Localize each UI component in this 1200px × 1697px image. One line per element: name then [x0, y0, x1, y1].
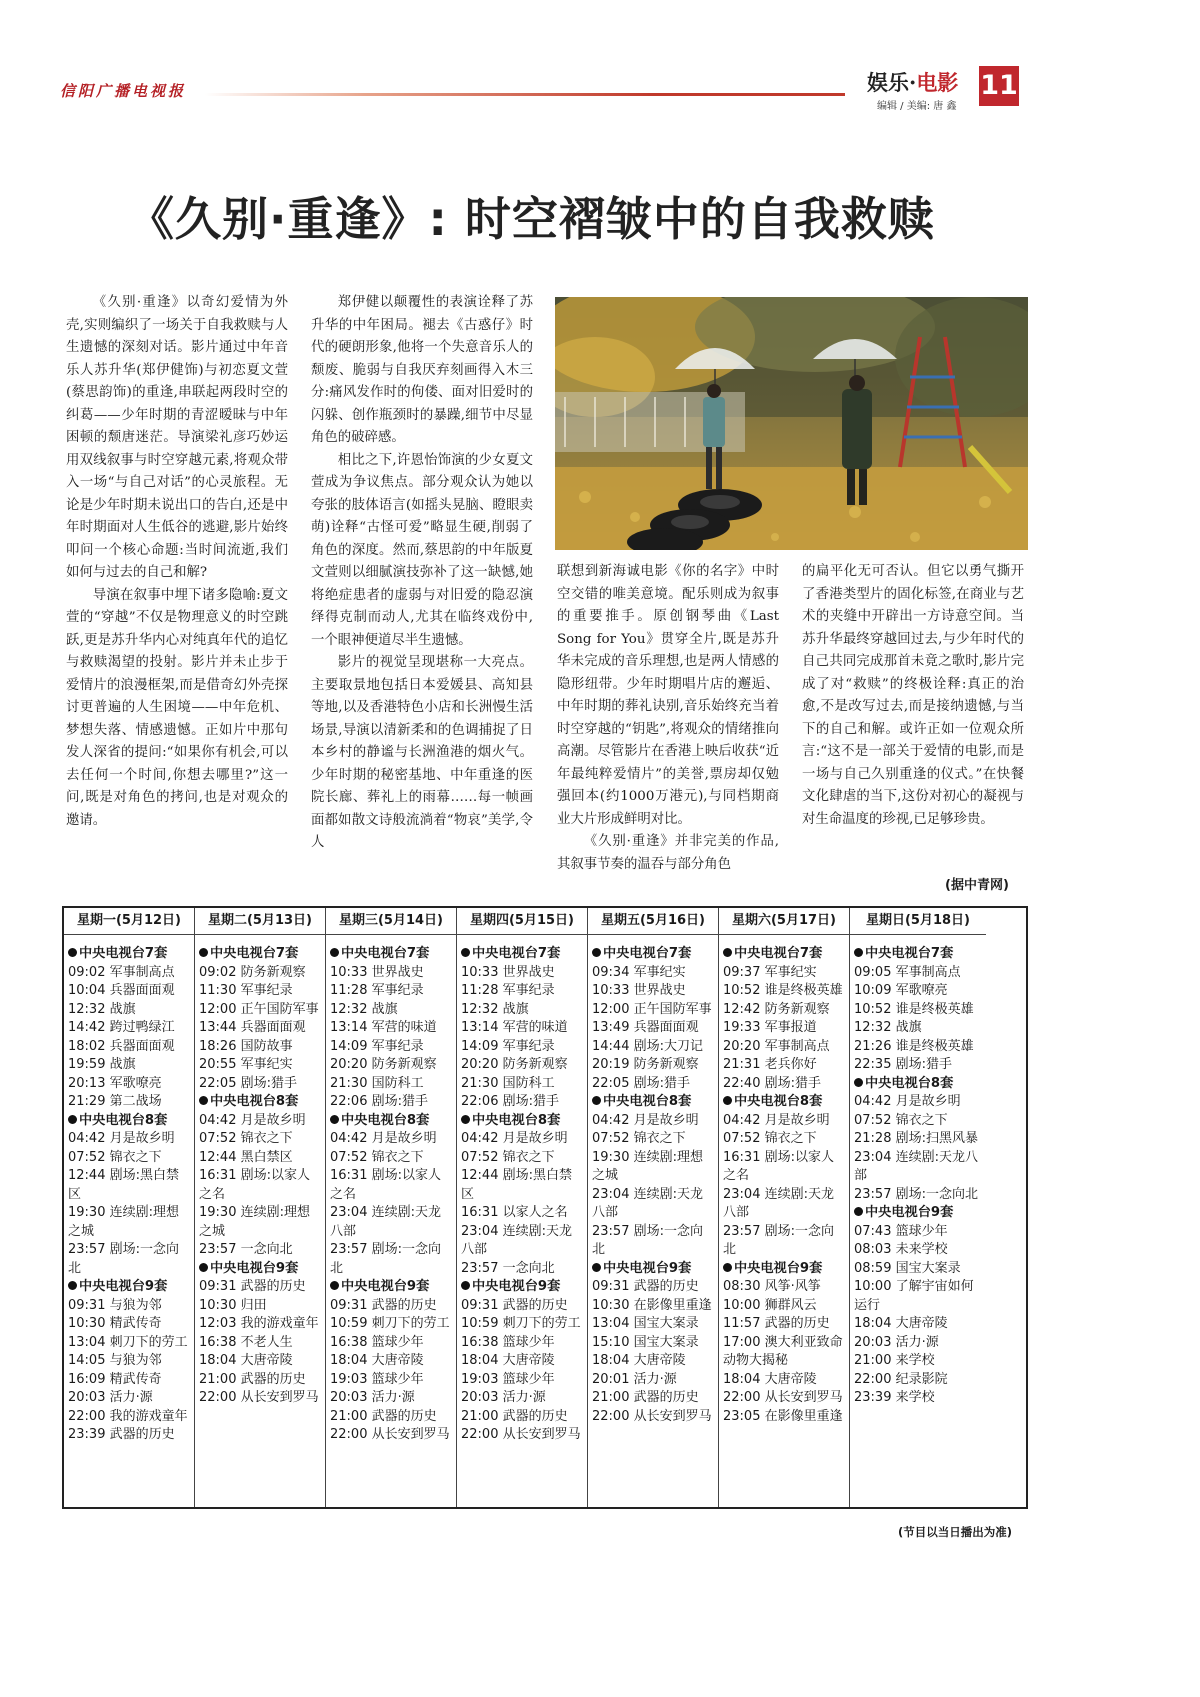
program-listing: 18:04 大唐帝陵	[330, 1353, 424, 1368]
program-listing: 22:35 剧场:猎手	[854, 1057, 952, 1072]
program-listing: 23:04 连续剧:天龙八部	[330, 1205, 441, 1239]
channel-name: 中央电视台7套	[341, 946, 430, 961]
program-listing: 16:31 剧场:以家人之名	[330, 1168, 441, 1202]
program-listing: 09:05 军事制高点	[854, 964, 961, 980]
bullet-icon	[68, 948, 77, 957]
paragraph: 《久别·重逢》以奇幻爱情为外壳,实则编织了一场关于自我救赎与人生遗憾的深刻对话。影片通过中年音乐人苏升华(郑伊健饰)与初恋夏文萱(蔡思韵饰)的重逢,串联起两段时空的纠葛——少年时期的青涩暧昧与中年困顿的颓唐迷茫。导演梁礼彦巧妙运用双线叙事与时空穿越元素,将观众带入一场“与自己对话”的心灵旅程。无论是少年时期未说出口的告白,还是中年时期面对人生低谷的逃避,影片始终叩问一个核心命题:当时间流逝,我们如何与过去的自己和解?	[66, 295, 288, 580]
program-listing: 16:38 篮球少年	[330, 1334, 424, 1350]
program-listing: 18:04 大唐帝陵	[592, 1353, 686, 1368]
program-listing: 23:57 剧场:一念向北	[330, 1242, 441, 1276]
schedule-day-header: 星期四(5月15日)	[457, 908, 587, 935]
program-listing: 10:00 了解宇宙如何运行	[854, 1279, 974, 1313]
program-listing: 07:52 锦衣之下	[854, 1112, 948, 1128]
program-listing: 19:03 篮球少年	[461, 1371, 555, 1387]
program-listing: 07:52 锦衣之下	[461, 1149, 555, 1165]
program-listing: 14:09 军事纪录	[330, 1038, 424, 1054]
program-listing: 20:03 活力·源	[854, 1334, 939, 1350]
channel-heading	[723, 945, 845, 964]
program-listing: 20:03 活力·源	[330, 1390, 415, 1405]
program-listing: 17:00 澳大利亚致命动物大揭秘	[723, 1334, 843, 1368]
channel-name: 中央电视台8套	[79, 1112, 168, 1128]
program-listing: 04:42 月是故乡明	[199, 1112, 306, 1128]
channel-name: 中央电视台7套	[865, 946, 954, 961]
section-title	[867, 67, 958, 97]
program-listing: 19:30 连续剧:理想之城	[68, 1205, 179, 1239]
program-listing: 04:42 月是故乡明	[723, 1112, 830, 1128]
program-listing: 04:42 月是故乡明	[592, 1112, 699, 1128]
editor-credit: 编辑 / 美编: 唐 鑫	[877, 101, 957, 112]
schedule-note: (节目以当日播出为准)	[898, 1525, 1013, 1539]
program-listing: 22:00 从长安到罗马	[199, 1390, 319, 1405]
program-listing: 12:44 剧场:黑白禁区	[461, 1168, 572, 1202]
channel-heading	[461, 1112, 583, 1131]
program-listing: 09:02 军事制高点	[68, 964, 175, 980]
program-listing: 14:44 剧场:大刀记	[592, 1038, 703, 1054]
schedule-day-column	[850, 908, 986, 1507]
channel-name: 中央电视台9套	[341, 1279, 430, 1294]
paragraph: 影片的视觉呈现堪称一大亮点。主要取景地包括日本爱媛县、高知县等地,以及香港特色小店和长洲慢生活场景,导演以清新柔和的色调捕捉了日本乡村的静谧与长洲渔港的烟火气。少年时期的秘密基地、中年重逢的医院长廊、葬礼上的雨幕……每一帧画面都如散文诗般流淌着“物哀”美学,令人	[311, 655, 533, 850]
schedule-day-column	[719, 908, 850, 1507]
schedule-day-body	[719, 935, 849, 1426]
program-listing: 21:31 老兵你好	[723, 1057, 817, 1072]
paragraph: 《久别·重逢》并非完美的作品,其叙事节奏的温吞与部分角色	[557, 834, 779, 872]
channel-name: 中央电视台7套	[210, 946, 299, 961]
program-listing: 18:02 兵器面面观	[68, 1038, 175, 1054]
program-listing: 21:26 谁是终极英雄	[854, 1038, 974, 1054]
program-listing: 23:57 一念向北	[199, 1242, 293, 1257]
paragraph: 联想到新海诚电影《你的名字》中时空交错的唯美意境。配乐则成为叙事的重要推手。原创钢琴曲《Last Song for You》贯穿全片,既是苏升华未完成的音乐理想,也是两人情感的隐形纽带。少年时期唱片店的邂逅、中年时期的葬礼诀别,音乐始终充当着时空穿越的“钥匙”,将观众的情绪推向高潮。尽管影片在香港上映后收获“近年最纯粹爱情片”的美誉,票房却仅勉强回本(约1000万港元),与同档期商业大片形成鲜明对比。	[557, 564, 779, 827]
program-listing: 16:31 剧场:以家人之名	[723, 1149, 834, 1183]
schedule-day-column	[457, 908, 588, 1507]
bullet-icon	[854, 1207, 863, 1216]
channel-heading	[68, 1112, 190, 1131]
channel-heading	[330, 1278, 452, 1297]
program-listing: 10:09 军歌嘹亮	[854, 983, 948, 998]
program-listing: 11:28 军事纪录	[330, 983, 424, 998]
channel-heading	[592, 1093, 714, 1112]
program-listing: 04:42 月是故乡明	[330, 1131, 437, 1146]
program-listing: 07:52 锦衣之下	[68, 1149, 162, 1165]
schedule-day-header: 星期二(5月13日)	[195, 908, 325, 935]
schedule-day-column	[195, 908, 326, 1507]
page-number: 11	[979, 66, 1019, 106]
program-listing: 10:00 狮群风云	[723, 1297, 817, 1313]
program-listing: 22:00 从长安到罗马	[723, 1390, 843, 1405]
paragraph: 导演在叙事中埋下诸多隐喻:夏文萱的“穿越”不仅是物理意义的时空跳跃,更是苏升华内心对纯真年代的追忆与救赎渴望的投射。影片并未止步于爱情片的浪漫框架,而是借奇幻外壳探讨更普遍的人生困境——中年危机、梦想失落、情感遗憾。正如片中那句发人深省的提问:“如果你有机会,可以去任何一个时间,你想去哪里?”这一问,既是对角色的拷问,也是对观众的邀请。	[66, 587, 288, 828]
program-listing: 07:52 锦衣之下	[199, 1131, 293, 1146]
program-listing: 10:33 世界战史	[592, 983, 686, 998]
program-listing: 07:52 锦衣之下	[592, 1131, 686, 1146]
program-listing: 10:33 世界战史	[330, 964, 424, 980]
bullet-icon	[723, 1096, 732, 1105]
program-listing: 22:06 剧场:猎手	[330, 1094, 428, 1109]
channel-heading	[199, 1260, 321, 1279]
program-listing: 18:04 大唐帝陵	[461, 1353, 555, 1368]
section-accent: 电影	[916, 70, 959, 95]
program-listing: 20:20 防务新观察	[461, 1057, 568, 1072]
channel-name: 中央电视台9套	[79, 1279, 168, 1294]
channel-name: 中央电视台8套	[472, 1112, 561, 1128]
article-source: (据中青网)	[945, 878, 1009, 893]
program-listing: 13:04 国宝大案录	[592, 1316, 699, 1331]
program-listing: 10:30 归田	[199, 1297, 267, 1313]
paragraph: 的扁平化无可否认。但它以勇气撕开了香港类型片的固化标签,在商业与艺术的夹缝中开辟出一方诗意空间。当苏升华最终穿越回过去,与少年时代的自己共同完成那首未竟之歌时,影片完成了对“救赎”的终极诠释:真正的治愈,不是改写过去,而是接纳遗憾,与当下的自己和解。或许正如一位观众所言:“这不是一部关于爱情的电影,而是一场与自己久别重逢的仪式。”在快餐文化肆虐的当下,这份对初心的凝视与对生命温度的珍视,已足够珍贵。	[802, 564, 1024, 827]
program-listing: 11:30 军事纪录	[199, 983, 293, 998]
program-listing: 18:04 大唐帝陵	[723, 1371, 817, 1387]
bullet-icon	[592, 1096, 601, 1105]
program-listing: 09:02 防务新观察	[199, 964, 306, 980]
program-listing: 10:30 精武传奇	[68, 1316, 162, 1331]
program-listing: 12:32 战旗	[461, 1001, 529, 1017]
program-listing: 09:37 军事纪实	[723, 964, 817, 980]
program-listing: 18:04 大唐帝陵	[199, 1353, 293, 1368]
program-listing: 07:52 锦衣之下	[723, 1131, 817, 1146]
program-listing: 22:00 纪录影院	[854, 1371, 948, 1387]
program-listing: 12:00 正午国防军事	[199, 1001, 319, 1017]
program-listing: 23:39 来学校	[854, 1390, 935, 1405]
bullet-icon	[592, 948, 601, 957]
program-listing: 21:00 武器的历史	[461, 1408, 568, 1424]
program-listing: 20:03 活力·源	[68, 1390, 153, 1405]
channel-heading	[68, 945, 190, 964]
bullet-icon	[199, 1096, 208, 1105]
program-listing: 19:30 连续剧:理想之城	[199, 1205, 310, 1239]
program-listing: 21:28 剧场:扫黑风暴	[854, 1131, 978, 1146]
bullet-icon	[592, 1263, 601, 1272]
schedule-day-column	[588, 908, 719, 1507]
program-listing: 12:00 正午国防军事	[592, 1001, 712, 1017]
program-listing: 09:31 武器的历史	[330, 1297, 437, 1313]
program-listing: 21:29 第二战场	[68, 1094, 162, 1109]
program-listing: 07:43 篮球少年	[854, 1223, 948, 1239]
channel-name: 中央电视台8套	[865, 1075, 954, 1091]
program-listing: 20:03 活力·源	[461, 1390, 546, 1405]
program-listing: 18:26 国防故事	[199, 1038, 293, 1054]
program-listing: 23:39 武器的历史	[68, 1427, 175, 1442]
schedule-day-body	[588, 935, 718, 1426]
program-listing: 13:14 军营的味道	[330, 1020, 437, 1035]
program-listing: 14:09 军事纪录	[461, 1038, 555, 1054]
channel-name: 中央电视台8套	[603, 1094, 692, 1109]
channel-heading	[330, 945, 452, 964]
channel-heading	[854, 1075, 982, 1094]
section-main: 娱乐·	[867, 70, 917, 95]
program-listing: 22:00 从长安到罗马	[330, 1427, 450, 1442]
bullet-icon	[199, 948, 208, 957]
bullet-icon	[330, 1281, 339, 1290]
program-listing: 20:13 军歌嘹亮	[68, 1075, 162, 1091]
program-listing: 23:04 连续剧:天龙八部	[461, 1223, 572, 1257]
channel-heading	[330, 1112, 452, 1131]
program-listing: 12:03 我的游戏童年	[199, 1316, 319, 1331]
film-still-photo	[555, 297, 1028, 550]
channel-name: 中央电视台7套	[603, 946, 692, 961]
program-listing: 16:31 以家人之名	[461, 1205, 568, 1220]
channel-heading	[461, 1278, 583, 1297]
channel-name: 中央电视台9套	[472, 1279, 561, 1294]
bullet-icon	[723, 948, 732, 957]
program-listing: 08:30 风筝·风筝	[723, 1279, 821, 1294]
bullet-icon	[68, 1281, 77, 1290]
program-listing: 20:20 防务新观察	[330, 1057, 437, 1072]
program-listing: 21:00 武器的历史	[199, 1371, 306, 1387]
program-listing: 23:57 剧场:一念向北	[592, 1223, 703, 1257]
program-listing: 10:04 兵器面面观	[68, 983, 175, 998]
program-listing: 14:05 与狼为邻	[68, 1353, 162, 1368]
program-listing: 23:57 一念向北	[461, 1260, 555, 1276]
schedule-day-column	[326, 908, 457, 1507]
program-listing: 23:04 连续剧:天龙八部	[854, 1149, 978, 1183]
channel-heading	[592, 945, 714, 964]
article-headline: 《久别·重逢》: 时空褶皱中的自我救赎	[128, 192, 935, 246]
program-listing: 08:59 国宝大案录	[854, 1260, 961, 1276]
schedule-day-header: 星期六(5月17日)	[719, 908, 849, 935]
channel-heading	[199, 1093, 321, 1112]
program-listing: 12:32 战旗	[330, 1001, 398, 1017]
bullet-icon	[330, 948, 339, 957]
program-listing: 04:42 月是故乡明	[854, 1094, 961, 1109]
program-listing: 12:42 防务新观察	[723, 1001, 830, 1017]
channel-heading	[199, 945, 321, 964]
program-listing: 13:44 兵器面面观	[199, 1020, 306, 1035]
channel-name: 中央电视台9套	[603, 1260, 692, 1276]
schedule-day-body	[457, 935, 587, 1445]
program-listing: 16:38 篮球少年	[461, 1334, 555, 1350]
program-listing: 10:59 刺刀下的劳工	[330, 1316, 450, 1331]
program-listing: 12:44 剧场:黑白禁区	[68, 1168, 179, 1202]
program-listing: 04:42 月是故乡明	[461, 1131, 568, 1146]
bullet-icon	[199, 1263, 208, 1272]
bullet-icon	[854, 1078, 863, 1087]
program-listing: 11:57 武器的历史	[723, 1316, 830, 1331]
article-column-1	[66, 292, 288, 832]
program-listing: 16:31 剧场:以家人之名	[199, 1168, 310, 1202]
program-listing: 21:00 武器的历史	[330, 1408, 437, 1424]
bullet-icon	[854, 948, 863, 957]
program-listing: 23:04 连续剧:天龙八部	[592, 1186, 703, 1220]
newspaper-name: 信阳广播电视报	[60, 82, 187, 100]
program-listing: 09:34 军事纪实	[592, 964, 686, 980]
program-listing: 22:00 我的游戏童年	[68, 1408, 188, 1424]
schedule-day-body	[850, 935, 986, 1408]
program-listing: 11:28 军事纪录	[461, 983, 555, 998]
program-listing: 10:52 谁是终极英雄	[723, 983, 843, 998]
program-listing: 19:33 军事报道	[723, 1020, 817, 1035]
article-column-2	[311, 292, 533, 855]
program-listing: 10:59 刺刀下的劳工	[461, 1316, 581, 1331]
program-listing: 20:01 活力·源	[592, 1371, 677, 1387]
program-listing: 19:59 战旗	[68, 1057, 136, 1072]
schedule-day-body	[195, 935, 325, 1408]
channel-name: 中央电视台9套	[865, 1205, 954, 1220]
program-listing: 09:31 武器的历史	[199, 1279, 306, 1294]
bullet-icon	[461, 948, 470, 957]
program-listing: 10:33 世界战史	[461, 964, 555, 980]
channel-name: 中央电视台8套	[734, 1094, 823, 1109]
program-listing: 21:30 国防科工	[461, 1075, 555, 1091]
program-listing: 20:55 军事纪实	[199, 1057, 293, 1072]
schedule-day-body	[326, 935, 456, 1445]
program-listing: 22:00 从长安到罗马	[592, 1408, 712, 1424]
bullet-icon	[330, 1115, 339, 1124]
program-listing: 08:03 未来学校	[854, 1242, 948, 1257]
channel-heading	[68, 1278, 190, 1297]
program-listing: 22:05 剧场:猎手	[592, 1075, 690, 1091]
article-column-4	[802, 561, 1024, 831]
program-listing: 23:04 连续剧:天龙八部	[723, 1186, 834, 1220]
bullet-icon	[461, 1281, 470, 1290]
program-listing: 20:20 军事制高点	[723, 1038, 830, 1054]
paragraph: 相比之下,许恩怡饰演的少女夏文萱成为争议焦点。部分观众认为她以夸张的肢体语言(如摇头晃脑、瞪眼卖萌)诠释“古怪可爱”略显生硬,削弱了角色的深度。然而,蔡思韵的中年版夏文萱则以细腻演技弥补了这一缺憾,她将绝症患者的虚弱与对旧爱的隐忍演绎得克制而动人,尤其在临终戏份中,一个眼神便道尽半生遗憾。	[311, 452, 533, 648]
channel-name: 中央电视台9套	[210, 1260, 299, 1276]
bullet-icon	[461, 1115, 470, 1124]
program-listing: 23:57 剧场:一念向北	[68, 1242, 179, 1276]
program-listing: 21:30 国防科工	[330, 1075, 424, 1091]
program-listing: 09:31 与狼为邻	[68, 1297, 162, 1313]
program-listing: 21:00 武器的历史	[592, 1390, 699, 1405]
program-listing: 22:05 剧场:猎手	[199, 1075, 297, 1091]
program-listing: 14:42 跨过鸭绿江	[68, 1020, 175, 1035]
schedule-day-header: 星期三(5月14日)	[326, 908, 456, 935]
program-listing: 13:14 军营的味道	[461, 1020, 568, 1035]
program-listing: 23:57 剧场:一念向北	[854, 1186, 978, 1202]
tv-schedule-table	[62, 906, 1028, 1509]
program-listing: 09:31 武器的历史	[461, 1297, 568, 1313]
program-listing: 22:40 剧场:猎手	[723, 1075, 821, 1091]
program-listing: 20:19 防务新观察	[592, 1057, 699, 1072]
bullet-icon	[723, 1263, 732, 1272]
program-listing: 19:03 篮球少年	[330, 1371, 424, 1387]
program-listing: 19:30 连续剧:理想之城	[592, 1149, 703, 1183]
program-listing: 23:05 在影像里重逢	[723, 1408, 843, 1424]
channel-name: 中央电视台7套	[472, 946, 561, 961]
bullet-icon	[68, 1115, 77, 1124]
masthead-rule	[205, 93, 845, 96]
channel-heading	[854, 945, 982, 964]
program-listing: 10:30 在影像里重逢	[592, 1297, 712, 1313]
schedule-day-header: 星期五(5月16日)	[588, 908, 718, 935]
channel-heading	[854, 1204, 982, 1223]
film-still-illustration	[555, 297, 1028, 550]
program-listing: 12:32 战旗	[854, 1020, 922, 1035]
schedule-day-body	[64, 935, 194, 1445]
program-listing: 10:52 谁是终极英雄	[854, 1001, 974, 1017]
program-listing: 15:10 国宝大案录	[592, 1334, 699, 1350]
channel-name: 中央电视台9套	[734, 1260, 823, 1276]
article-column-3	[557, 561, 779, 876]
channel-name: 中央电视台8套	[341, 1112, 430, 1128]
program-listing: 12:32 战旗	[68, 1001, 136, 1017]
program-listing: 16:38 不老人生	[199, 1334, 293, 1350]
program-listing: 22:00 从长安到罗马	[461, 1427, 581, 1442]
program-listing: 04:42 月是故乡明	[68, 1131, 175, 1146]
channel-heading	[723, 1093, 845, 1112]
channel-name: 中央电视台8套	[210, 1094, 299, 1109]
program-listing: 13:04 刺刀下的劳工	[68, 1334, 188, 1350]
program-listing: 23:57 剧场:一念向北	[723, 1223, 834, 1257]
schedule-day-column	[64, 908, 195, 1507]
program-listing: 09:31 武器的历史	[592, 1279, 699, 1294]
channel-heading	[592, 1260, 714, 1279]
program-listing: 12:44 黑白禁区	[199, 1149, 293, 1165]
channel-heading	[461, 945, 583, 964]
program-listing: 22:06 剧场:猎手	[461, 1094, 559, 1109]
program-listing: 16:09 精武传奇	[68, 1371, 162, 1387]
program-listing: 18:04 大唐帝陵	[854, 1316, 948, 1331]
channel-heading	[723, 1260, 845, 1279]
channel-name: 中央电视台7套	[79, 946, 168, 961]
schedule-day-header: 星期一(5月12日)	[64, 908, 194, 935]
program-listing: 07:52 锦衣之下	[330, 1149, 424, 1165]
program-listing: 21:00 来学校	[854, 1353, 935, 1368]
program-listing: 13:49 兵器面面观	[592, 1020, 699, 1035]
schedule-day-header: 星期日(5月18日)	[850, 908, 986, 935]
paragraph: 郑伊健以颠覆性的表演诠释了苏升华的中年困局。褪去《古惑仔》时代的硬朗形象,他将一个失意音乐人的颓废、脆弱与自我厌弃刻画得入木三分:痛风发作时的佝偻、面对旧爱时的闪躲、创作瓶颈时的暴躁,细节中尽显角色的破碎感。	[311, 295, 533, 445]
channel-name: 中央电视台7套	[734, 946, 823, 961]
